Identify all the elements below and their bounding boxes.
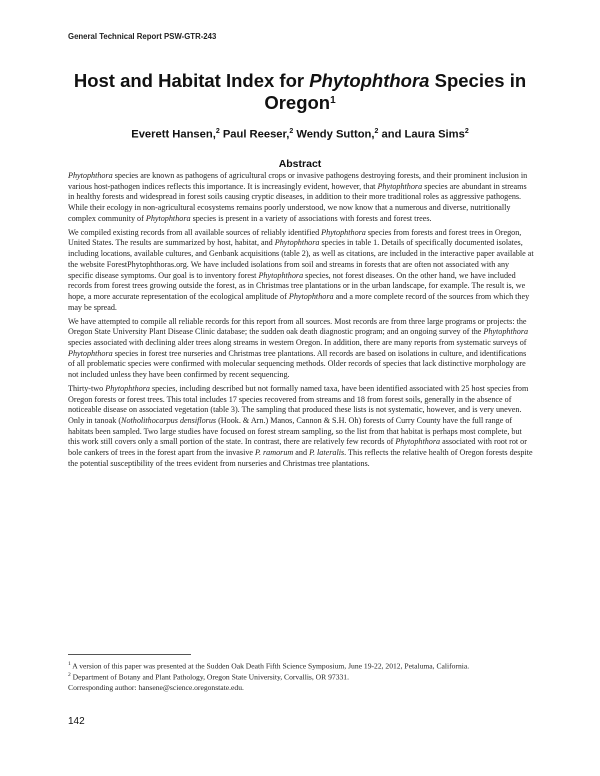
text-run: (Hook. & Arn.) Manos, Cannon & S.H. Oh) forests of Curry County have the full range of habitats been sampled. Two large studies have focused on forest stream sampling, so the list from that habitat is perhaps most complete, but this work still covers only a small portion of the state. In contrast, there are relatively few records of — [68, 416, 522, 447]
italic-text: Notholithocarpus densiflorus — [121, 416, 217, 426]
abstract-paragraph — [68, 317, 534, 381]
text-run: We have attempted to compile all reliable records for this report from all sources. Most records are from three large programs or projects: the Oregon State University Plant Disease Clinic database; the sudden oak death diagnostic program; and an ongoing survey of the — [68, 316, 527, 337]
footnote — [68, 671, 534, 682]
title-genus: Phytophthora — [309, 70, 430, 91]
abstract-body — [68, 171, 534, 473]
author-affiliation-mark: 2 — [289, 128, 294, 135]
text-run: species in table 1. Details of specifically documented isolates, including locations, available cultures, and Genbank acquisitions (table 2), as well as citations, are included in the interactive paper available at the website ForestPhytophthoras.org. We have included isolations from soil and streams in forests that are often not associated with any specific disease symptoms. Our goal is to inventory forest — [68, 238, 534, 280]
footnote — [68, 683, 534, 693]
footnote-mark: 1 — [68, 661, 71, 667]
footnote-text: Department of Botany and Plant Pathology, Oregon State University, Corvallis, OR 97331. — [70, 672, 350, 682]
footnote-text: Corresponding author: hansene@science.oregonstate.edu. — [68, 682, 244, 692]
author-affiliation-mark: 2 — [464, 128, 469, 135]
italic-text: Phytophthora — [145, 213, 191, 223]
italic-text: Phytophthora — [68, 348, 113, 358]
text-run: Thirty-two — [68, 383, 106, 393]
page-number: 142 — [68, 716, 85, 727]
title-footnote-mark: 1 — [330, 95, 336, 106]
italic-text: Phytophthora — [105, 383, 150, 393]
text-run: species from forests and forest trees in Oregon, United States. The results are summarized by host, habitat, and — [68, 227, 522, 248]
author-affiliation-mark: 2 — [215, 128, 220, 135]
italic-text: Phytophthora — [258, 270, 304, 280]
italic-text: Phytophthora — [68, 171, 113, 180]
text-run: species is present in a variety of associations with forests and forest trees. — [190, 213, 432, 223]
title-text: Host and Habitat Index for — [73, 70, 310, 91]
footnote-text: A version of this paper was presented at the Sudden Oak Death Fifth Science Symposium, June 19-22, 2012, Petaluma, California. — [70, 661, 470, 671]
footnote-divider — [68, 654, 191, 655]
text-run: species are known as pathogens of agricultural crops or invasive pathogens destroying forests, and their prominent inclusion in various host-pathogen indices reflects this importance. It is increasingly evident, however, that — [68, 171, 528, 191]
text-run: species are abundant in streams in healthy forests and widespread in forest soils causing cryptic diseases, in addition to their more traditional roles as aggressive pathogens. While their ecology in non-agricultural ecosystems remains poorly understood, we now know that a numerous and diverse, nutritionally complex community of — [68, 181, 527, 223]
text-run: and — [293, 448, 310, 458]
italic-text: Phytophthora — [321, 227, 366, 237]
italic-text: Phytophthora — [274, 238, 320, 248]
title-text-end: Species in Oregon — [264, 70, 527, 113]
text-run: species in forest tree nurseries and Christmas tree plantations. All records are based on isolations in culture, and identifications of all problematic species were confirmed with molecular sequencing methods. Older records of species that lack distinctive morphology are not included unless they have been confirmed by recent sequencing. — [68, 348, 527, 380]
abstract-paragraph — [68, 228, 534, 314]
running-header: General Technical Report PSW-GTR-243 — [68, 32, 217, 41]
text-run: species, not forest diseases. On the other hand, we have included records from forest trees growing outside the forest, as in Christmas tree plantations or in the urban landscape, for example. The result is, we hope, a more accurate representation of the ecological amplitude of — [68, 270, 526, 301]
author-affiliation-mark: 2 — [374, 128, 379, 135]
abstract-paragraph — [68, 384, 534, 470]
paper-title — [60, 70, 540, 114]
author-list — [60, 128, 540, 141]
author-name: and Laura Sims — [378, 128, 465, 141]
footnote — [68, 660, 534, 671]
text-run: . This reflects the relative health of Oregon forests despite the potential susceptibility of the trees evident from nurseries and Christmas tree plantations. — [68, 448, 533, 468]
italic-text: Phytophthora — [377, 181, 423, 191]
text-run: species associated with declining alder trees along streams in western Oregon. In addition, there are many reports from systematic surveys of — [68, 337, 527, 347]
abstract-heading: Abstract — [278, 158, 322, 170]
italic-text: Phytophthora — [483, 327, 529, 337]
text-run: associated with root rot or bole cankers of trees in the forest apart from the invasive — [68, 437, 527, 458]
italic-text: P. ramorum — [255, 448, 294, 458]
author-name: Wendy Sutton, — [293, 128, 375, 141]
text-run: We compiled existing records from all available sources of reliably identified — [68, 227, 322, 237]
author-name: Paul Reeser, — [219, 128, 290, 141]
author-name: Everett Hansen, — [131, 128, 216, 141]
footnotes — [68, 660, 534, 692]
footnote-mark: 2 — [68, 672, 71, 679]
text-run: species, including described but not formally named taxa, have been identified associated with 25 host species from Oregon forests or forest trees. This total includes 17 species recovered from streams and 18 from forest soils, generally in the absence of noticeable disease on associated vegetation (table 3). The sampling that produced these lists is not systematic, however, and is very uneven. Only in tanoak ( — [68, 383, 529, 426]
italic-text: P. lateralis — [309, 448, 345, 458]
abstract-paragraph — [68, 171, 534, 225]
text-run: and a more complete record of the sources from which they may be spread. — [68, 291, 530, 312]
italic-text: Phytophthora — [288, 291, 334, 301]
italic-text: Phytophthora — [395, 437, 441, 447]
